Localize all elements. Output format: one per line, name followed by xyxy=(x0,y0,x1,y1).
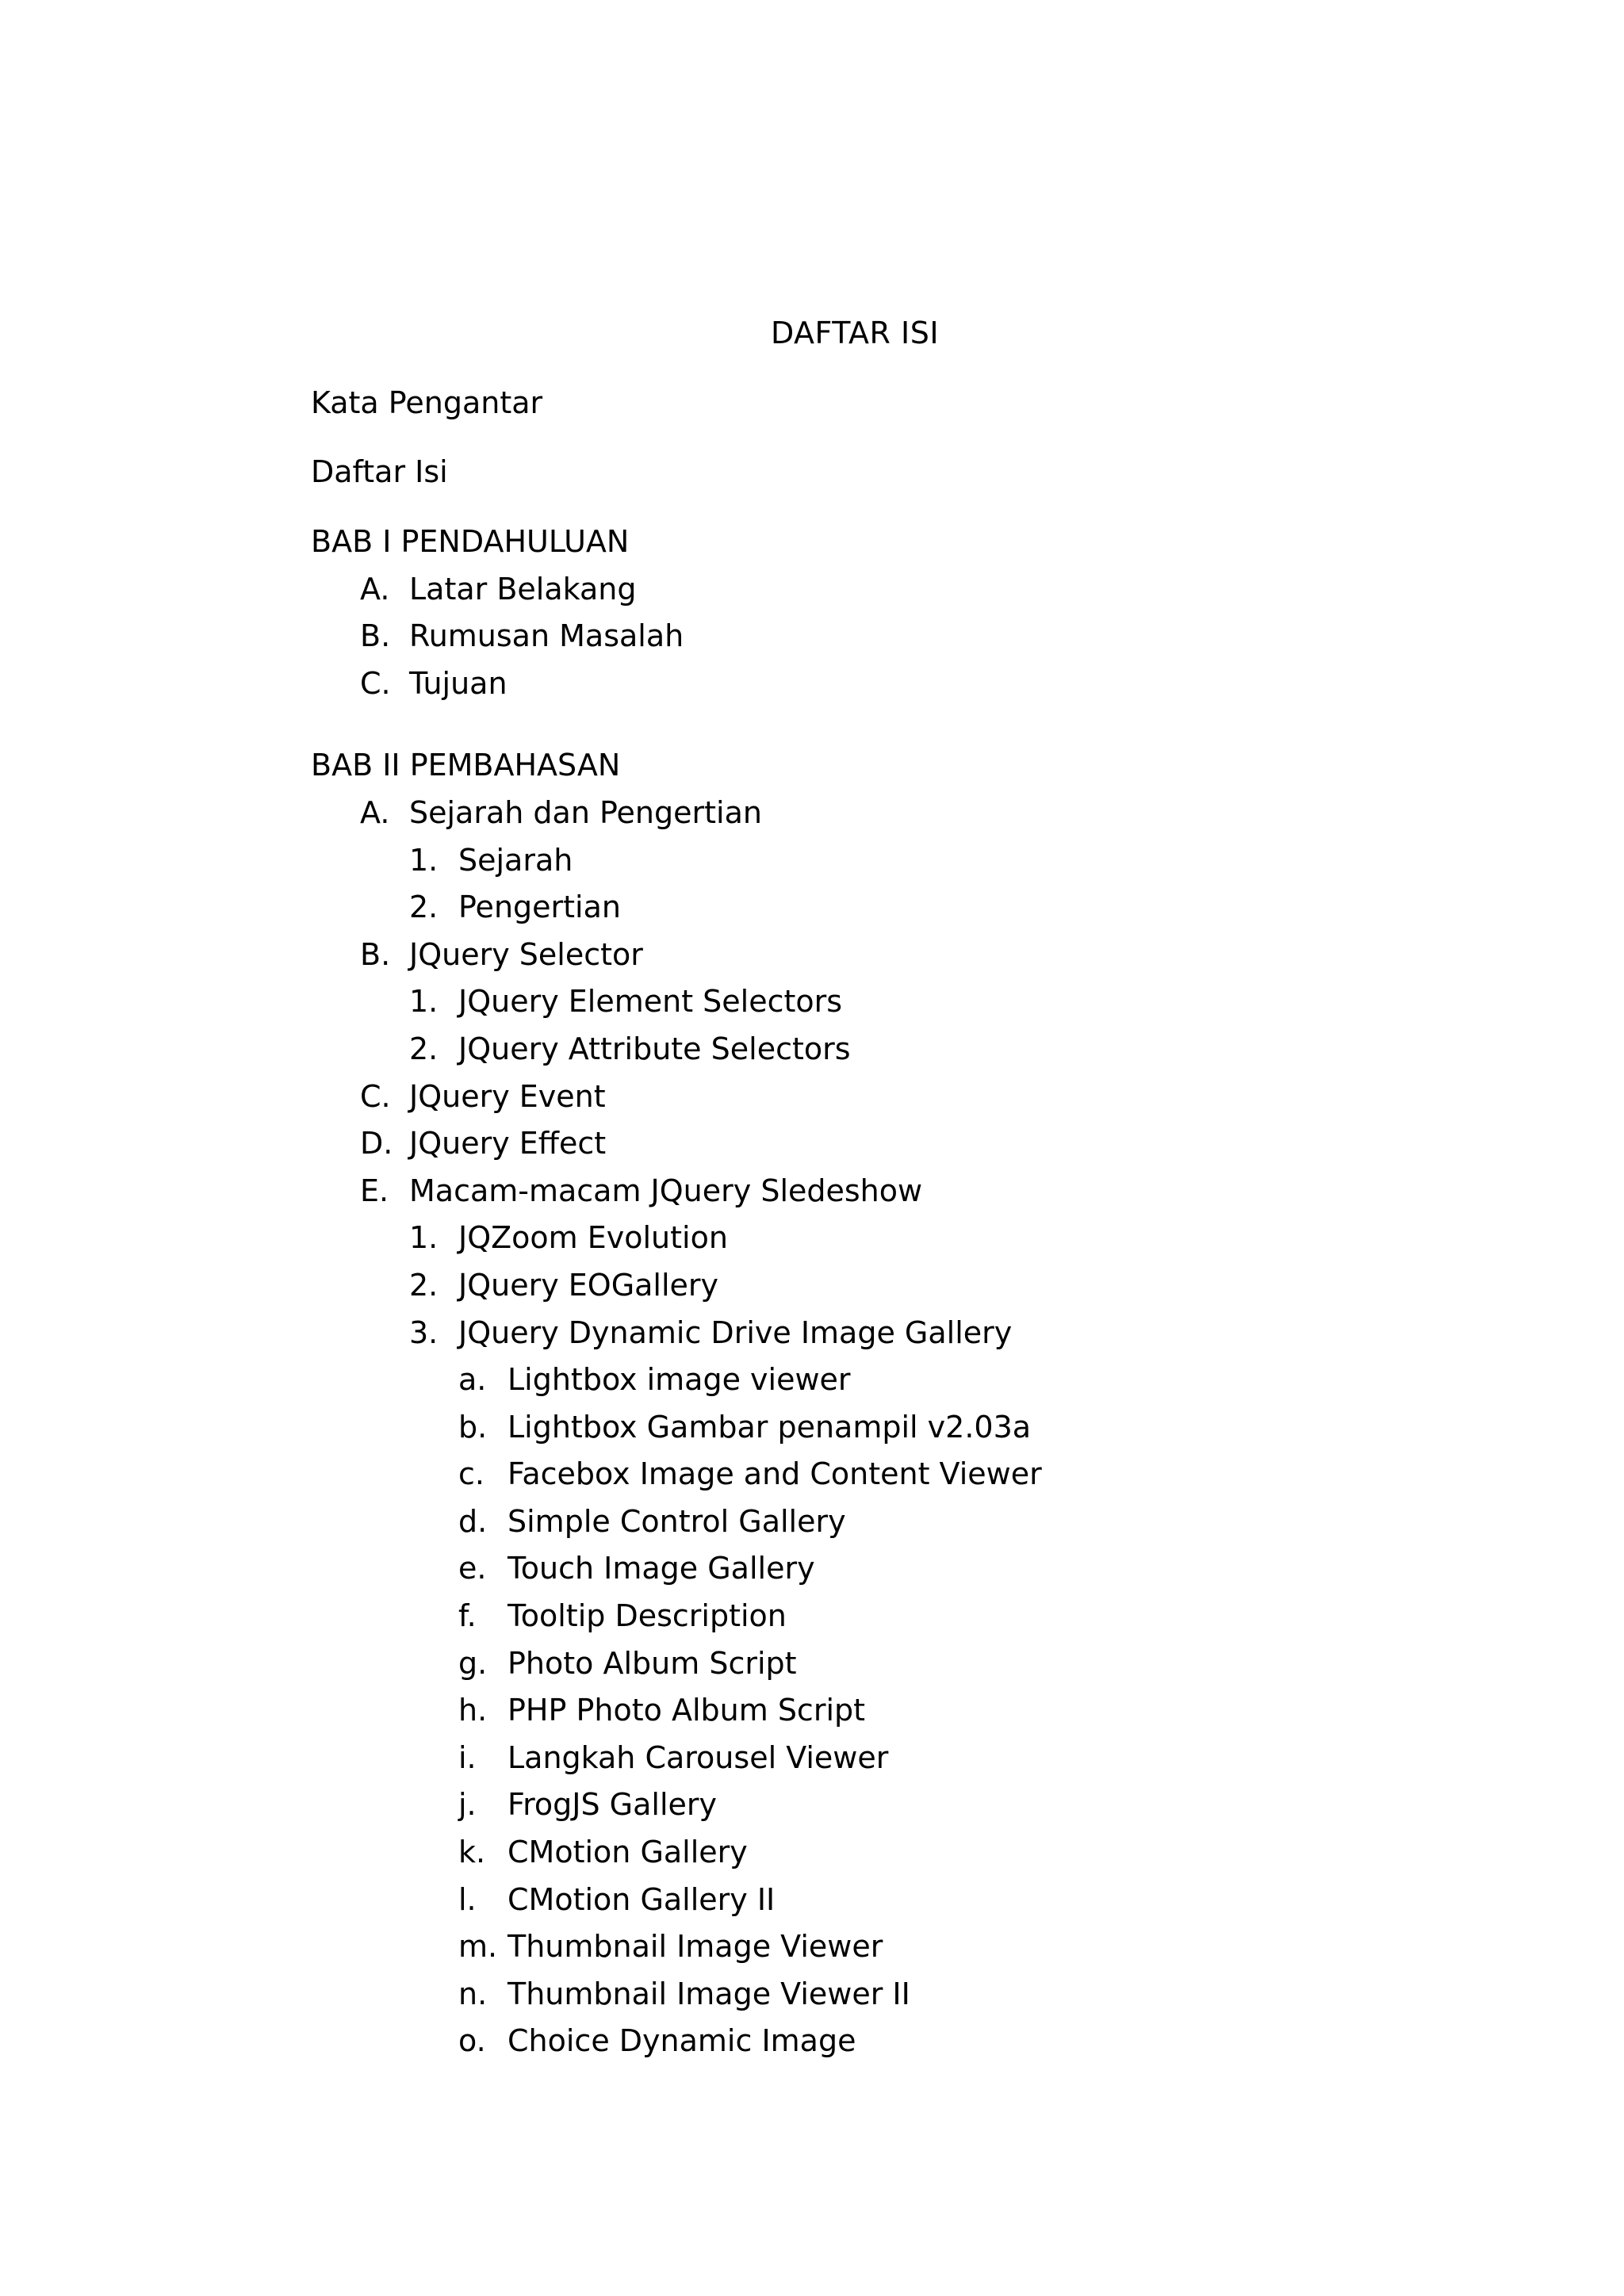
list-marker: B. xyxy=(360,618,391,654)
toc-subsubitem xyxy=(311,1923,1500,1971)
list-marker: c. xyxy=(458,1456,485,1492)
list-marker: b. xyxy=(458,1409,488,1445)
chapter-heading-bab-2: BAB II PEMBAHASAN xyxy=(311,748,621,783)
toc-subitem xyxy=(311,1215,1500,1262)
toc-subsubitem xyxy=(311,1593,1500,1640)
toc-subsubitem-label: Tooltip Description xyxy=(508,1598,787,1634)
toc-subsubitem xyxy=(311,1545,1500,1593)
chapter-heading-bab-1: BAB I PENDAHULUAN xyxy=(311,524,630,559)
list-marker: A. xyxy=(360,571,390,607)
toc-subitem-label: JQuery Attribute Selectors xyxy=(458,1031,851,1066)
toc-item-label: Rumusan Masalah xyxy=(409,618,684,654)
toc-subitem xyxy=(311,978,1500,1026)
toc-subsubitem-label: Thumbnail Image Viewer II xyxy=(508,1976,910,2011)
list-marker: D. xyxy=(360,1126,393,1161)
toc-subsubitem-label: Thumbnail Image Viewer xyxy=(508,1929,883,1965)
list-marker: e. xyxy=(458,1551,487,1586)
toc-item-label: Sejarah dan Pengertian xyxy=(409,794,762,830)
page-title: DAFTAR ISI xyxy=(770,316,940,350)
list-marker: a. xyxy=(458,1362,487,1398)
toc-subsubitem xyxy=(311,1829,1500,1877)
toc-item xyxy=(311,790,1500,837)
toc-subsubitem xyxy=(311,2018,1500,2065)
toc-subsubitem xyxy=(311,1640,1500,1688)
toc-subitem xyxy=(311,837,1500,885)
toc-subsubitem-label: Photo Album Script xyxy=(508,1645,797,1681)
toc-item-label: JQuery Effect xyxy=(409,1126,607,1161)
list-marker: B. xyxy=(360,936,391,972)
toc-subsubitem xyxy=(311,1451,1500,1498)
list-marker: d. xyxy=(458,1503,488,1539)
list-marker: l. xyxy=(458,1881,477,1917)
list-marker: k. xyxy=(458,1835,486,1870)
toc-subsubitem xyxy=(311,1735,1500,1782)
toc-subsubitem-label: Lightbox Gambar penampil v2.03a xyxy=(508,1409,1032,1445)
list-marker: f. xyxy=(458,1598,477,1634)
toc-subitem-label: JQZoom Evolution xyxy=(458,1220,728,1256)
list-marker: C. xyxy=(360,665,391,701)
toc-subsubitem-label: Facebox Image and Content Viewer xyxy=(508,1456,1042,1492)
list-marker: 1. xyxy=(409,1220,439,1256)
toc-item xyxy=(311,932,1500,979)
toc-item xyxy=(311,1168,1500,1215)
table-of-contents xyxy=(311,381,1500,2065)
toc-item-label: Latar Belakang xyxy=(409,571,637,607)
list-marker: 3. xyxy=(409,1314,439,1350)
toc-subsubitem xyxy=(311,1781,1500,1829)
toc-subsubitem-label: CMotion Gallery II xyxy=(508,1881,776,1917)
list-marker: E. xyxy=(360,1173,389,1208)
toc-subitem xyxy=(311,1310,1500,1357)
list-marker: 1. xyxy=(409,842,439,878)
toc-subsubitem-label: Touch Image Gallery xyxy=(508,1551,815,1586)
toc-subitem xyxy=(311,1262,1500,1310)
list-marker: o. xyxy=(458,2023,486,2059)
list-marker: 2. xyxy=(409,1267,439,1303)
list-marker: C. xyxy=(360,1078,391,1114)
toc-item xyxy=(311,613,1500,660)
toc-entry-kata-pengantar: Kata Pengantar xyxy=(311,385,543,420)
toc-item-label: JQuery Selector xyxy=(409,936,643,972)
toc-subsubitem xyxy=(311,1877,1500,1924)
toc-item xyxy=(311,1120,1500,1168)
toc-subitem-label: Pengertian xyxy=(458,890,621,925)
list-marker: h. xyxy=(458,1693,488,1728)
toc-subsubitem xyxy=(311,1498,1500,1546)
toc-subsubitem xyxy=(311,1971,1500,2019)
toc-item xyxy=(311,1073,1500,1121)
toc-item xyxy=(311,660,1500,708)
toc-item-label: Tujuan xyxy=(409,665,508,701)
toc-subsubitem-label: PHP Photo Album Script xyxy=(508,1693,866,1728)
list-marker: j. xyxy=(458,1787,477,1823)
toc-subitem xyxy=(311,1026,1500,1073)
list-marker: i. xyxy=(458,1739,477,1775)
list-marker: m. xyxy=(458,1929,498,1965)
toc-subsubitem-label: Langkah Carousel Viewer xyxy=(508,1739,889,1775)
toc-subitem-label: JQuery EOGallery xyxy=(458,1267,719,1303)
list-marker: n. xyxy=(458,1976,488,2011)
list-marker: 1. xyxy=(409,984,439,1020)
toc-subsubitem-label: Simple Control Gallery xyxy=(508,1503,846,1539)
toc-subitem xyxy=(311,884,1500,932)
list-marker: A. xyxy=(360,794,390,830)
toc-subsubitem xyxy=(311,1404,1500,1452)
toc-item-label: JQuery Event xyxy=(409,1078,606,1114)
toc-subitem-label: JQuery Dynamic Drive Image Gallery xyxy=(458,1314,1013,1350)
toc-item-label: Macam-macam JQuery Sledeshow xyxy=(409,1173,923,1208)
toc-subsubitem xyxy=(311,1357,1500,1404)
toc-subsubitem-label: FrogJS Gallery xyxy=(508,1787,717,1823)
list-marker: 2. xyxy=(409,1031,439,1066)
toc-subitem-label: Sejarah xyxy=(458,842,573,878)
toc-subitem-label: JQuery Element Selectors xyxy=(458,984,843,1020)
toc-subsubitem-label: Choice Dynamic Image xyxy=(508,2023,856,2059)
toc-subsubitem xyxy=(311,1687,1500,1735)
list-marker: g. xyxy=(458,1645,488,1681)
toc-item xyxy=(311,566,1500,614)
list-marker: 2. xyxy=(409,890,439,925)
toc-entry-daftar-isi: Daftar Isi xyxy=(311,454,448,489)
toc-subsubitem-label: CMotion Gallery xyxy=(508,1835,748,1870)
toc-subsubitem-label: Lightbox image viewer xyxy=(508,1362,851,1398)
